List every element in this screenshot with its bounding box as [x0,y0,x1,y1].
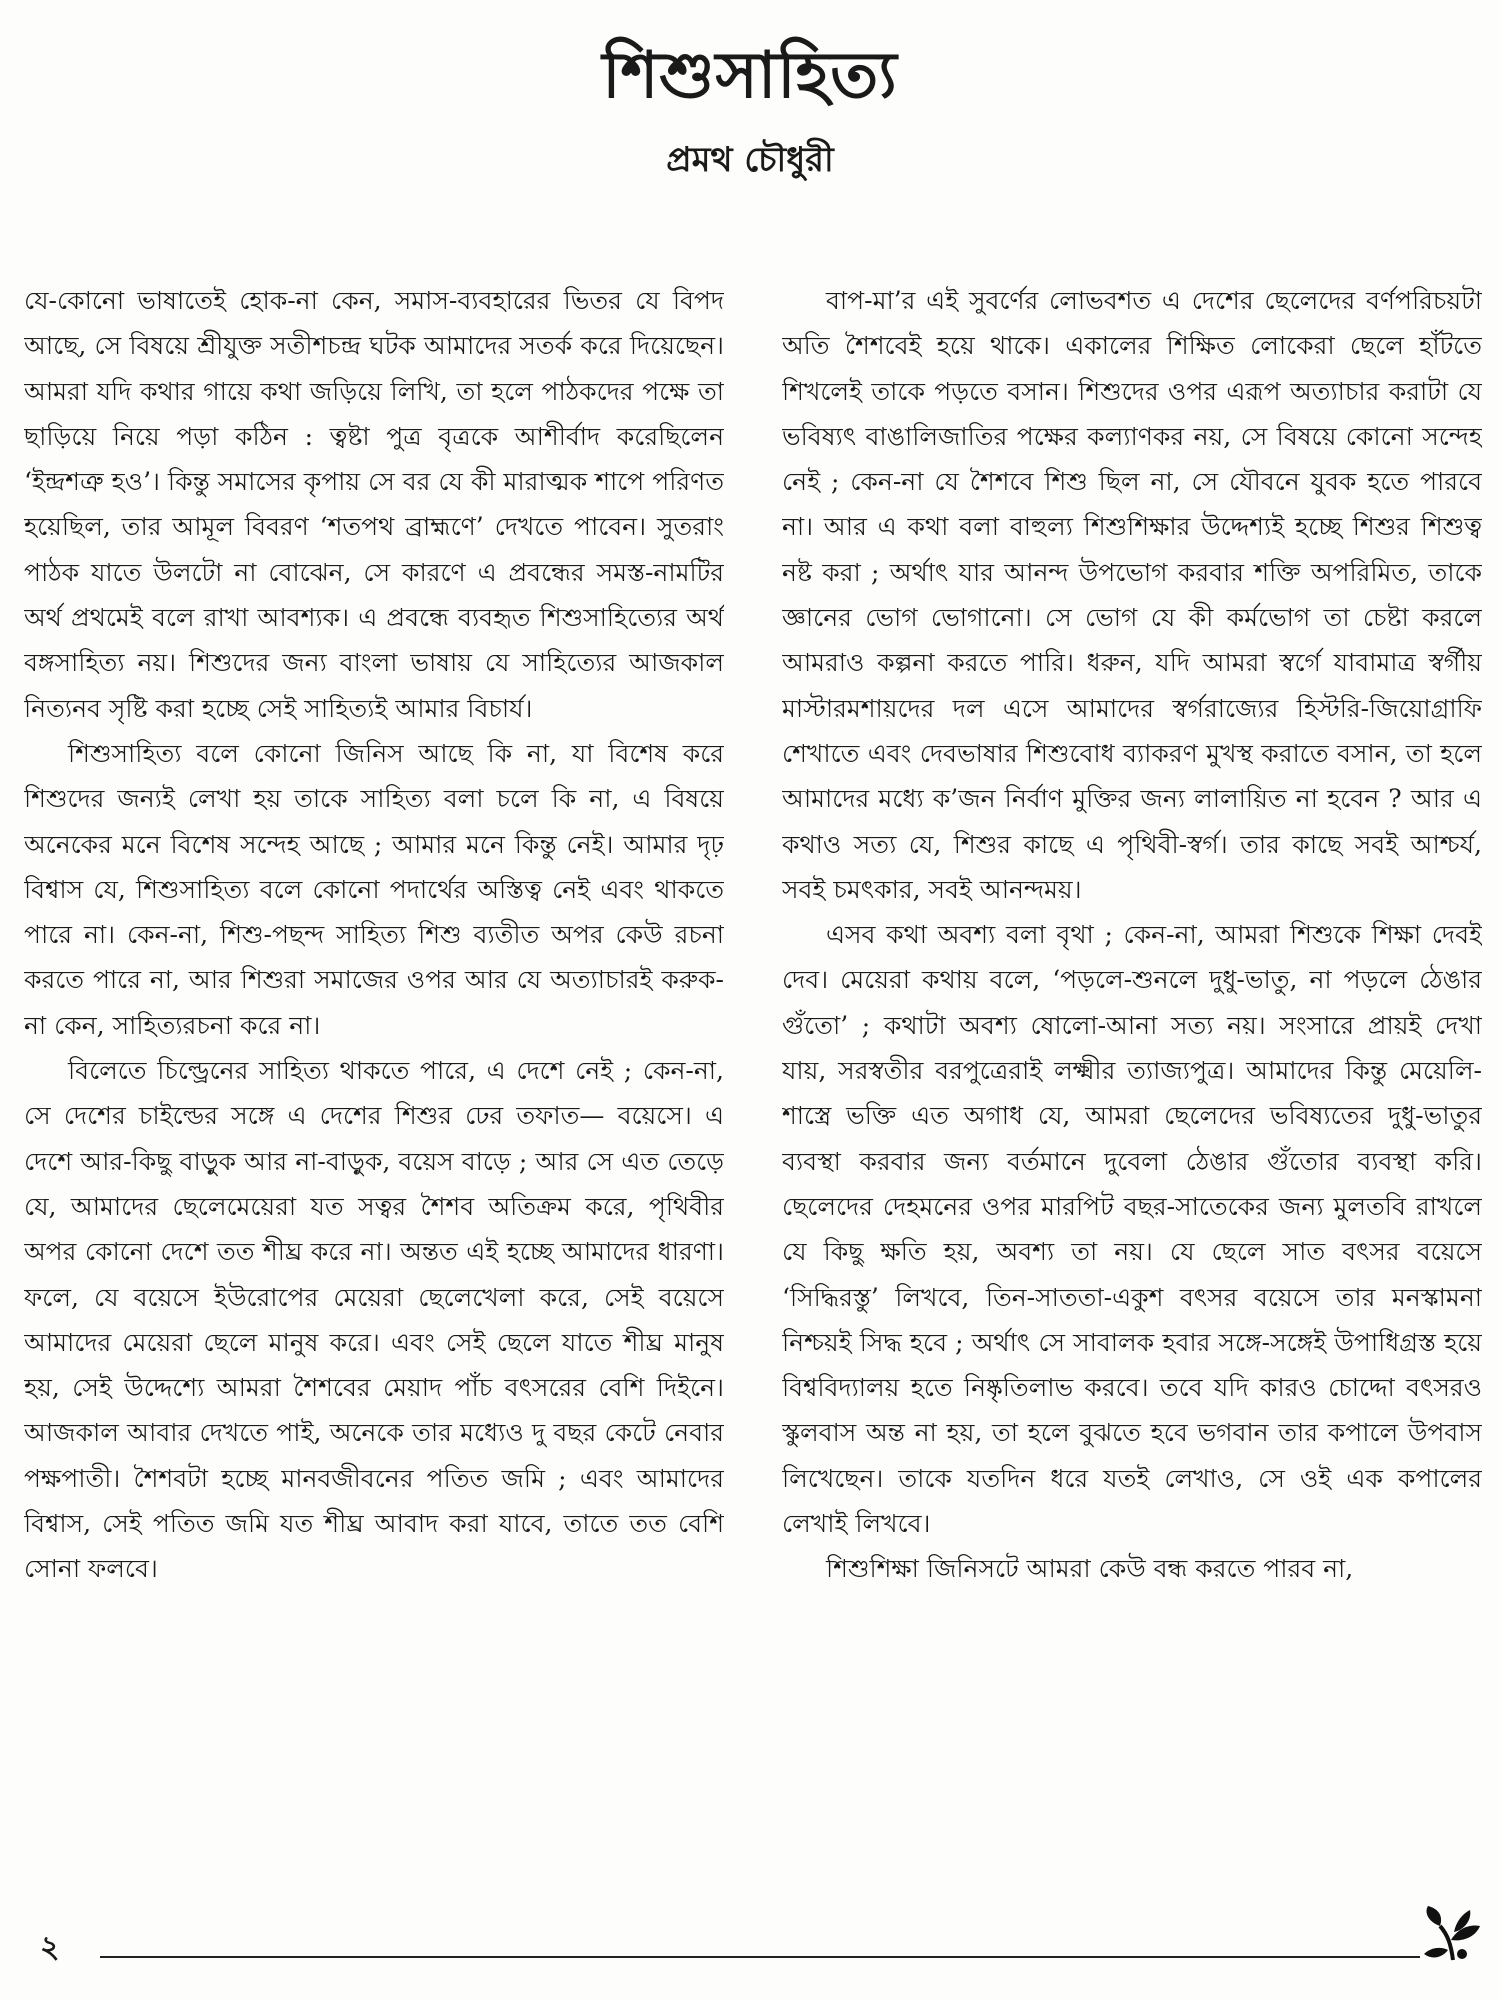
footer-divider [100,1956,1420,1958]
paragraph: এসব কথা অবশ্য বলা বৃথা ; কেন-না, আমরা শিশুকে শিক্ষা দেবই দেব। মেয়েরা কথায় বলে, ‘পড়লে-শুনলে দুধু-ভাতু, না পড়লে ঠেঙার গুঁতো’ ; কথাটা অবশ্য ষোলো-আনা সত্য নয়। সংসারে প্রায়ই দেখা যায়, সরস্বতীর বরপুত্রেরাই লক্ষ্মীর ত্যাজ্যপুত্র। আমাদের কিন্তু মেয়েলি-শাস্ত্রে ভক্তি এত অগাধ যে, আমরা ছেলেদের ভবিষ্যতের দুধু-ভাতুর ব্যবস্থা করবার জন্য বর্তমানে দুবেলা ঠেঙার গুঁতোর ব্যবস্থা করি। ছেলেদের দেহমনের ওপর মারপিট বছর-সাতেকের জন্য মুলতবি রাখলে যে কিছু ক্ষতি হয়, অবশ্য তা নয়। যে ছেলে সাত বৎসর বয়েসে ‘সিদ্ধিরস্তু’ লিখবে, তিন-সাততা-একুশ বৎসর বয়েসে তার মনস্কামনা নিশ্চয়ই সিদ্ধ হবে ; অর্থাৎ সে সাবালক হবার সঙ্গে-সঙ্গেই উপাধিগ্রস্ত হয়ে বিশ্ববিদ্যালয় হতে নিষ্কৃতিলাভ করবে। তবে যদি কারও চোদ্দো বৎসরও স্কুলবাস অন্ত না হয়, তা হলে বুঝতে হবে ভগবান তার কপালে উপবাস লিখেছেন। তাকে যতদিন ধরে যতই লেখাও, সে ওই এক কপালের লেখাই লিখবে। [782,920,1482,1539]
paragraph: বিলেতে চিল্ড্রেনের সাহিত্য থাকতে পারে, এ দেশে নেই ; কেন-না, সে দেশের চাইল্ডের সঙ্গে এ দেশের শিশুর ঢের তফাত— বয়েসে। এ দেশে আর-কিছু বাড়ুক আর না-বাড়ুক, বয়েস বাড়ে ; আর সে এত তেড়ে যে, আমাদের ছেলেমেয়েরা যত সত্বর শৈশব অতিক্রম করে, পৃথিবীর অপর কোনো দেশে তত শীঘ্র করে না। অন্তত এই হচ্ছে আমাদের ধারণা। ফলে, যে বয়েসে ইউরোপের মেয়েরা ছেলেখেলা করে, সেই বয়েসে আমাদের মেয়েরা ছেলে মানুষ করে। এবং সেই ছেলে যাতে শীঘ্র মানুষ হয়, সেই উদ্দেশ্যে আমরা শৈশবের মেয়াদ পাঁচ বৎসরের বেশি দিইনে। আজকাল আবার দেখতে পাই, অনেকে তার মধ্যেও দু বছর কেটে নেবার পক্ষপাতী। শৈশবটা হচ্ছে মানবজীবনের পতিত জমি ; এবং আমাদের বিশ্বাস, সেই পতিত জমি যত শীঘ্র আবাদ করা যাবে, তাতে তত বেশি সোনা ফলবে। [24,1056,724,1584]
left-column [24,278,724,1908]
leaf-ornament-icon [1418,1900,1488,1970]
paragraph: বাপ-মা’র এই সুবর্ণের লোভবশত এ দেশের ছেলেদের বর্ণপরিচয়টা অতি শৈশবেই হয়ে থাকে। একালের শিক্ষিত লোকেরা ছেলে হাঁটতে শিখলেই তাকে পড়তে বসান। শিশুদের ওপর এরূপ অত্যাচার করাটা যে ভবিষ্যৎ বাঙালিজাতির পক্ষের কল্যাণকর নয়, সে বিষয়ে কোনো সন্দেহ নেই ; কেন-না যে শৈশবে শিশু ছিল না, সে যৌবনে যুবক হতে পারবে না। আর এ কথা বলা বাহুল্য শিশুশিক্ষার উদ্দেশ্যই হচ্ছে শিশুর শিশুত্ব নষ্ট করা ; অর্থাৎ যার আনন্দ উপভোগ করবার শক্তি অপরিমিত, তাকে জ্ঞানের ভোগ ভোগানো। সে ভোগ যে কী কর্মভোগ তা চেষ্টা করলে আমরাও কল্পনা করতে পারি। ধরুন, যদি আমরা স্বর্গে যাবামাত্র স্বর্গীয় মাস্টারমশায়দের দল এসে আমাদের স্বর্গরাজ্যের হিস্টরি-জিয়োগ্রাফি শেখাতে এবং দেবভাষার শিশুবোধ ব্যাকরণ মুখস্থ করাতে বসান, তা হলে আমাদের মধ্যে ক’জন নির্বাণ মুক্তির জন্য লালায়িত না হবেন ? আর এ কথাও সত্য যে, শিশুর কাছে এ পৃথিবী-স্বর্গ। তার কাছে সবই আশ্চর্য, সবই চমৎকার, সবই আনন্দময়। [782,286,1482,904]
author-name: প্রমথ চৌধুরী [666,140,834,180]
page-number: ২ [40,1930,60,1965]
paragraph: শিশুশিক্ষা জিনিসটে আমরা কেউ বন্ধ করতে পারব না, [826,1554,1354,1584]
right-column [782,278,1482,1908]
page-title: শিশুসাহিত্য [602,38,898,113]
paragraph: যে-কোনো ভাষাতেই হোক-না কেন, সমাস-ব্যবহারের ভিতর যে বিপদ আছে, সে বিষয়ে শ্রীযুক্ত সতীশচন্দ্র ঘটক আমাদের সতর্ক করে দিয়েছেন। আমরা যদি কথার গায়ে কথা জড়িয়ে লিখি, তা হলে পাঠকদের পক্ষে তা ছাড়িয়ে নিয়ে পড়া কঠিন : ত্বষ্টা পুত্র বৃত্রকে আশীর্বাদ করেছিলেন ‘ইন্দ্রশত্রু হও’। কিন্তু সমাসের কৃপায় সে বর যে কী মারাত্মক শাপে পরিণত হয়েছিল, তার আমূল বিবরণ ‘শতপথ ব্রাহ্মণে’ দেখতে পাবেন। সুতরাং পাঠক যাতে উলটো না বোঝেন, সে কারণে এ প্রবন্ধের সমস্ত-নামটির অর্থ প্রথমেই বলে রাখা আবশ্যক। এ প্রবন্ধে ব্যবহৃত শিশুসাহিত্যের অর্থ বঙ্গসাহিত্য নয়। শিশুদের জন্য বাংলা ভাষায় যে সাহিত্যের আজকাল নিত্যনব সৃষ্টি করা হচ্ছে সেই সাহিত্যই আমার বিচার্য। [24,286,724,723]
paragraph: শিশুসাহিত্য বলে কোনো জিনিস আছে কি না, যা বিশেষ করে শিশুদের জন্যই লেখা হয় তাকে সাহিত্য বলা চলে কি না, এ বিষয়ে অনেকের মনে বিশেষ সন্দেহ আছে ; আমার মনে কিন্তু নেই। আমার দৃঢ় বিশ্বাস যে, শিশুসাহিত্য বলে কোনো পদার্থের অস্তিত্ব নেই এবং থাকতে পারে না। কেন-না, শিশু-পছন্দ সাহিত্য শিশু ব্যতীত অপর কেউ রচনা করতে পারে না, আর শিশুরা সমাজের ওপর আর যে অত্যাচারই করুক-না কেন, সাহিত্যরচনা করে না। [24,738,724,1040]
